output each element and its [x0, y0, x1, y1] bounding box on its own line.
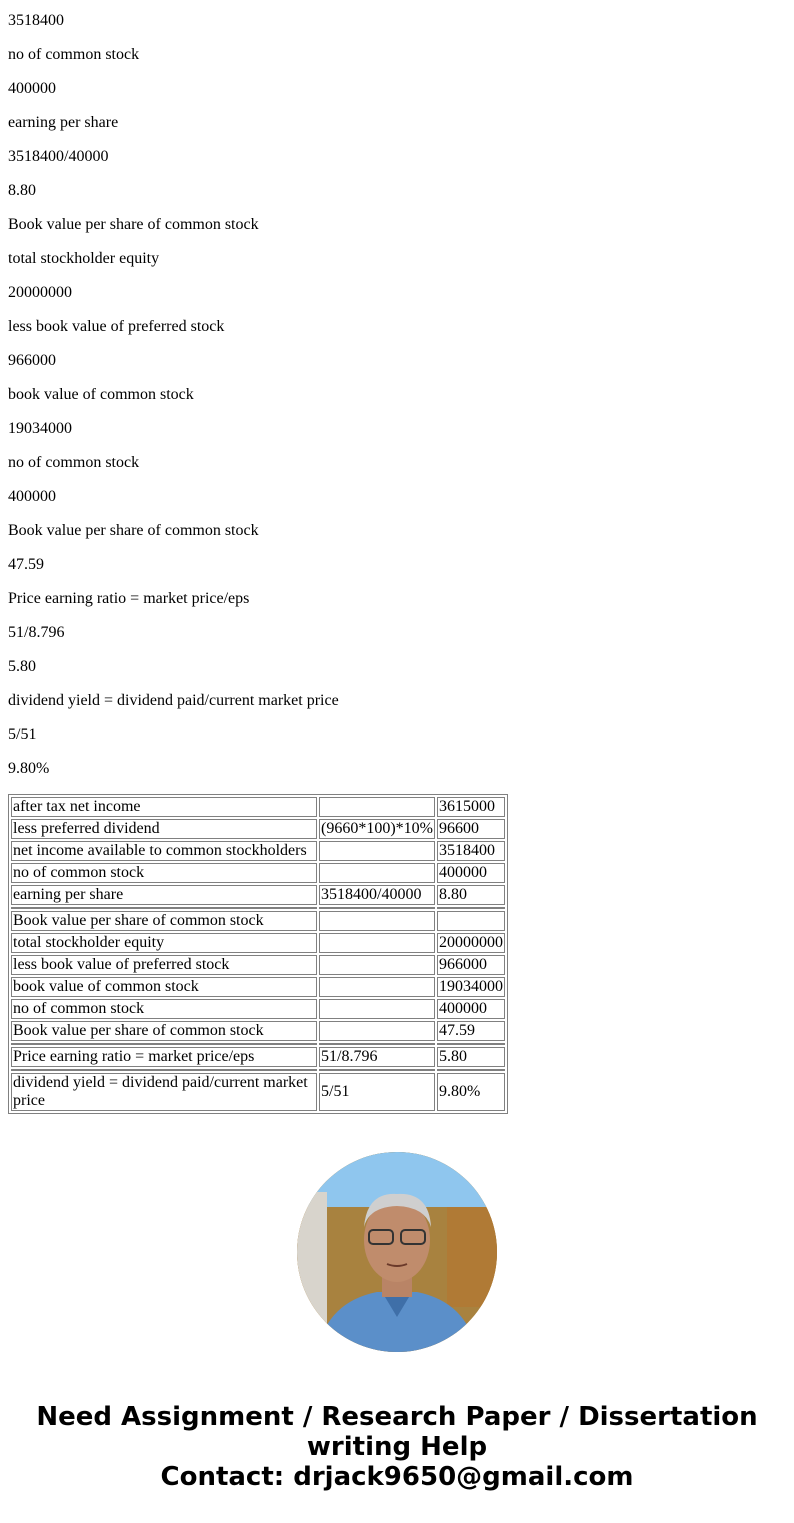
table-row: [11, 955, 505, 975]
table-cell: less book value of preferred stock: [11, 955, 317, 975]
table-cell: [319, 841, 435, 861]
text-line: 19034000: [8, 420, 72, 437]
answer-text: [8, 12, 786, 778]
table-cell: earning per share: [11, 885, 317, 905]
group-separator: [11, 907, 505, 909]
table-cell: Book value per share of common stock: [11, 911, 317, 931]
table-cell: 966000: [437, 955, 505, 975]
text-line: 3518400/40000: [8, 148, 109, 165]
text-line: book value of common stock: [8, 386, 194, 403]
table-cell: [319, 863, 435, 883]
table-cell: 19034000: [439, 978, 503, 995]
table-cell: net income available to common stockholders: [11, 841, 317, 861]
table-cell: dividend yield = dividend paid/current market price: [11, 1073, 317, 1111]
promo-banner: [8, 1402, 786, 1492]
group-separator: [11, 1043, 505, 1045]
table-cell: after tax net income: [11, 797, 317, 817]
table-row: [11, 1021, 505, 1041]
promo-contact: Contact: drjack9650@gmail.com: [160, 1462, 634, 1492]
author-photo: [297, 1152, 497, 1352]
table-cell: book value of common stock: [11, 977, 317, 997]
table-row: [11, 933, 505, 953]
text-line: 9.80%: [8, 760, 50, 777]
table-row: [11, 1073, 505, 1111]
text-line: 5/51: [8, 726, 37, 743]
text-line: Book value per share of common stock: [8, 522, 259, 539]
table-row: [11, 885, 505, 905]
table-cell: less preferred dividend: [11, 819, 317, 839]
table-row: [11, 977, 505, 997]
table-cell: 3518400/40000: [319, 885, 435, 905]
text-line: 3518400: [8, 12, 64, 29]
table-cell: 3615000: [437, 797, 505, 817]
text-line: Book value per share of common stock: [8, 216, 259, 233]
table-cell: 8.80: [437, 885, 505, 905]
table-cell: no of common stock: [11, 863, 317, 883]
text-line: no of common stock: [8, 46, 140, 63]
table-cell: [319, 797, 435, 817]
table-cell: [319, 999, 435, 1019]
table-cell: 20000000: [439, 934, 503, 951]
text-line: 5.80: [8, 658, 36, 675]
table-row: [11, 819, 505, 839]
table-row: [11, 911, 505, 931]
table-cell: 3518400: [437, 841, 505, 861]
table-row: [11, 999, 505, 1019]
text-line: 47.59: [8, 556, 44, 573]
text-line: less book value of preferred stock: [8, 318, 225, 335]
text-line: 20000000: [8, 284, 72, 301]
text-line: 8.80: [8, 182, 36, 199]
table-cell: total stockholder equity: [11, 933, 317, 953]
table-cell: no of common stock: [11, 999, 317, 1019]
table-cell: Price earning ratio = market price/eps: [11, 1047, 317, 1067]
table-cell: [319, 933, 435, 953]
text-line: total stockholder equity: [8, 250, 160, 267]
group-separator: [11, 1069, 505, 1071]
table-cell: 5/51: [319, 1073, 435, 1111]
table-cell: (9660*100)*10%: [321, 820, 433, 837]
text-line: dividend yield = dividend paid/current market price: [8, 692, 339, 709]
promo-headline: Need Assignment / Research Paper / Dissertation writing Help: [36, 1402, 758, 1462]
table-cell: 47.59: [437, 1021, 505, 1041]
text-line: earning per share: [8, 114, 119, 131]
text-line: no of common stock: [8, 454, 140, 471]
table-cell: [319, 955, 435, 975]
table-row: [11, 797, 505, 817]
text-line: 400000: [8, 488, 56, 505]
text-line: 966000: [8, 352, 56, 369]
text-line: 51/8.796: [8, 624, 65, 641]
table-cell: 9.80%: [437, 1073, 505, 1111]
table-cell: [319, 1021, 435, 1041]
financial-ratio-table: [8, 794, 508, 1114]
table-cell: [437, 911, 505, 931]
text-line: 400000: [8, 80, 56, 97]
table-cell: 51/8.796: [319, 1047, 435, 1067]
table-row: [11, 841, 505, 861]
table-row: [11, 1047, 505, 1067]
table-cell: [319, 911, 435, 931]
text-line: Price earning ratio = market price/eps: [8, 590, 250, 607]
table-cell: Book value per share of common stock: [11, 1021, 317, 1041]
table-cell: 400000: [437, 999, 505, 1019]
table-cell: [319, 977, 435, 997]
table-cell: 400000: [437, 863, 505, 883]
table-row: [11, 863, 505, 883]
table-cell: 5.80: [437, 1047, 505, 1067]
table-cell: 96600: [437, 819, 505, 839]
